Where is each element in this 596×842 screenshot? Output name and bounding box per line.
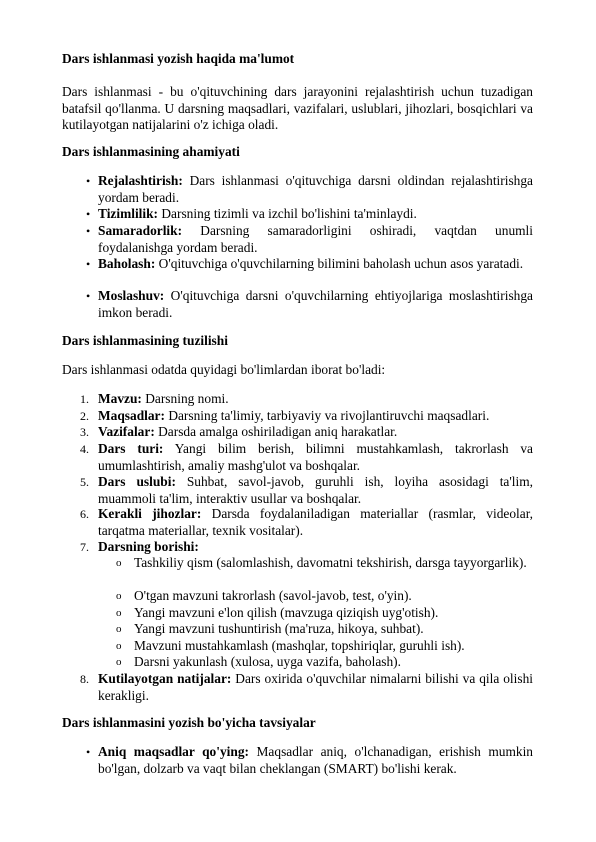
bullet-marker: • — [86, 745, 91, 759]
bullet-marker: • — [86, 207, 91, 221]
bullet-marker: • — [86, 224, 91, 238]
numbered-item: 6. Kerakli jihozlar: Darsda foydalaniladigan materiallar (rasmlar, videolar, tarqatma materiallar, texnik vositalar). — [80, 506, 533, 538]
sub-list-item: o Yangi mavzuni tushuntirish (ma'ruza, hikoya, suhbat). — [116, 621, 424, 636]
numbered-item: 1. Mavzu: Darsning nomi. — [80, 391, 229, 406]
list-item: • Rejalashtirish: Dars ishlanmasi o'qituvchiga darsni oldindan rejalashtirishga yordam beradi. — [86, 173, 533, 205]
numbered-item: 7. Darsning borishi: — [80, 539, 199, 554]
list-item: • Baholash: O'qituvchiga o'quvchilarning bilimini baholash uchun asos yaratadi. — [86, 256, 524, 271]
numbered-item: 3. Vazifalar: Darsda amalga oshiriladigan aniq harakatlar. — [80, 424, 398, 439]
document-title: Dars ishlanmasi yozish haqida ma'lumot — [62, 51, 295, 66]
sub-list-item: o Darsni yakunlash (xulosa, uyga vazifa, baholash). — [116, 654, 401, 669]
list-item: • Tizimlilik: Darsning tizimli va izchil bo'lishini ta'minlaydi. — [86, 206, 417, 221]
numbered-item: 4. Dars turi: Yangi bilim berish, bilimni mustahkamlash, takrorlash va umumlashtirish, amaliy mashg'ulot va boshqalar. — [80, 441, 533, 473]
section-heading-structure: Dars ishlanmasining tuzilishi — [62, 333, 228, 348]
bullet-marker: • — [86, 257, 91, 271]
bullet-marker: • — [86, 289, 91, 303]
sub-list-item: o Yangi mavzuni e'lon qilish (mavzuga qiziqish uyg'otish). — [116, 605, 439, 620]
structure-lead: Dars ishlanmasi odatda quyidagi bo'limlardan iborat bo'ladi: — [62, 362, 386, 377]
section-heading-recommendations: Dars ishlanmasini yozish bo'yicha tavsiyalar — [62, 715, 316, 730]
numbered-item: 5. Dars uslubi: Suhbat, savol-javob, guruhli ish, loyiha asosidagi ta'lim, muammoli ta'lim, interaktiv usullar va boshqalar. — [80, 474, 533, 506]
bullet-marker: • — [86, 174, 91, 188]
list-item: • Moslashuv: O'qituvchiga darsni o'quvchilarning ehtiyojlariga moslashtirishga imkon beradi. — [86, 288, 533, 320]
numbered-item: 2. Maqsadlar: Darsning ta'limiy, tarbiyaviy va rivojlantiruvchi maqsadlari. — [80, 408, 490, 423]
list-item: • Aniq maqsadlar qo'ying: Maqsadlar aniq, o'lchanadigan, erishish mumkin bo'lgan, dolzarb va vaqt bilan cheklangan (SMART) bo'lishi kerak. — [86, 744, 533, 776]
sub-list-item: o Tashkiliy qism (salomlashish, davomatni tekshirish, darsga tayyorgarlik). — [116, 555, 527, 570]
sub-list-item: o O'tgan mavzuni takrorlash (savol-javob, test, o'yin). — [116, 588, 412, 603]
sub-list-item: o Mavzuni mustahkamlash (mashqlar, topshiriqlar, guruhli ish). — [116, 638, 465, 653]
section-heading-importance: Dars ishlanmasining ahamiyati — [62, 144, 240, 159]
intro-paragraph: Dars ishlanmasi - bu o'qituvchining dars jarayonini rejalashtirish uchun tuzadigan batafsil qo'llanma. U darsning maqsadlari, vazifalari, uslublari, jihozlari, bosqichlari va kutilayotgan natijalarini o'z ichiga oladi. — [62, 84, 533, 132]
numbered-item: 8. Kutilayotgan natijalar: Dars oxirida o'quvchilar nimalarni bilishi va qila olishi kerakligi. — [80, 671, 533, 703]
list-item: • Samaradorlik: Darsning samaradorligini oshiradi, vaqtdan unumli foydalanishga yordam beradi. — [86, 223, 533, 255]
